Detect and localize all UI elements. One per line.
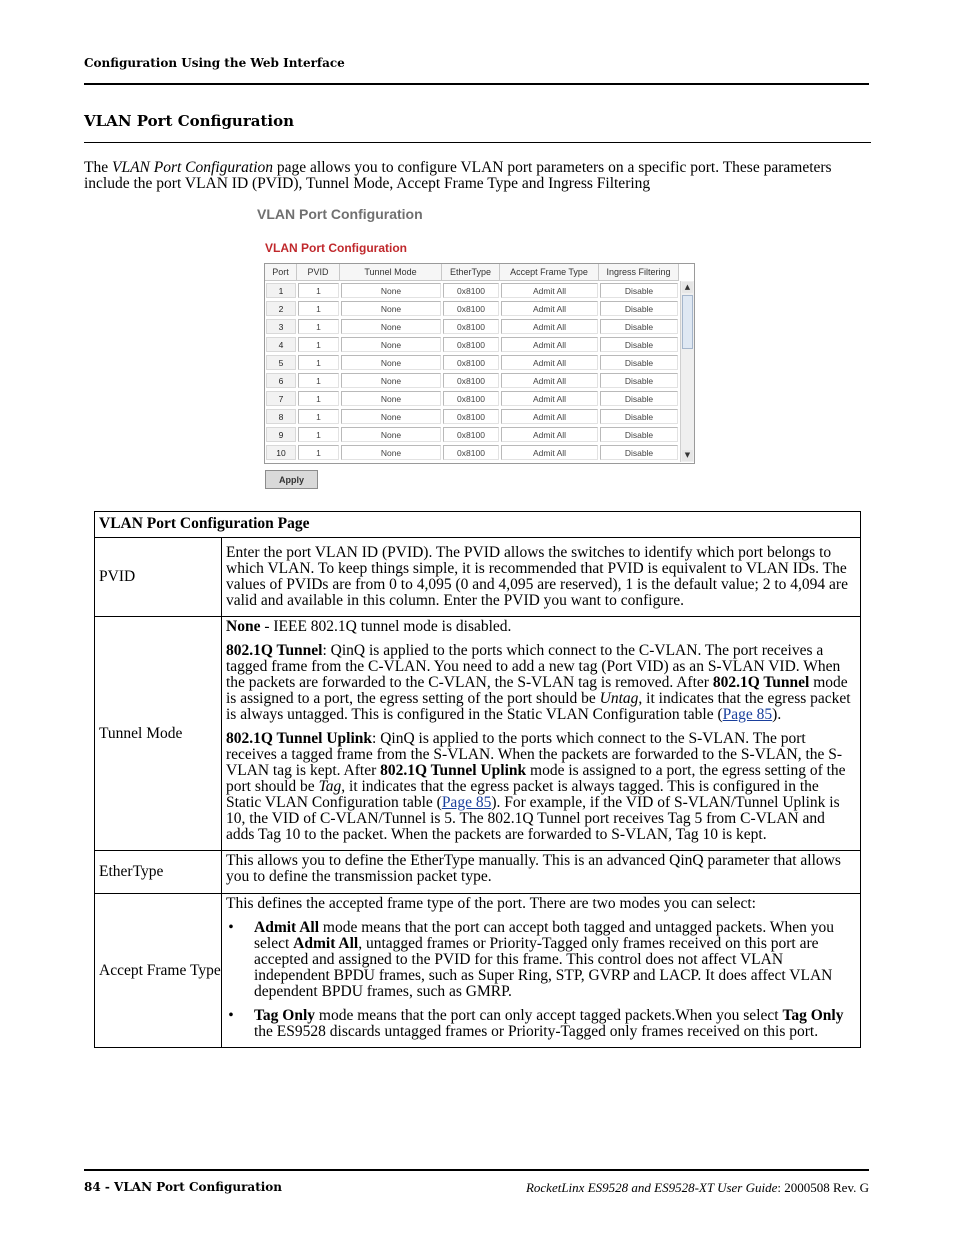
screenshot-page-title: VLAN Port Configuration [257,206,423,222]
screenshot-table-title: VLAN Port Configuration [265,241,407,255]
cell-accept-frame-type[interactable]: Admit All [501,427,598,442]
cell-tunnel-mode[interactable]: None [341,409,441,424]
cell-port: 8 [266,409,296,424]
cell-port: 5 [266,355,296,370]
scroll-thumb[interactable] [682,295,693,349]
cell-port: 10 [266,445,296,460]
table-row [265,389,679,407]
grid-header [265,264,679,281]
col-tunnel-mode: Tunnel Mode [340,264,442,280]
bullet-icon: • [228,919,234,936]
bullet-icon: • [228,1007,234,1024]
tunnel-8021q-paragraph: 802.1Q Tunnel: QinQ is applied to the ports which connect to the C-VLAN. The port receives a tagged frame from the C-VLAN. You need to add a new tag (Port VID) as an S-VLAN VID. When the packets are forwarded to the C-VLAN, the S-VLAN tag is removed. After 802.1Q Tunnel mode is assigned to a port, the egress setting of the port should be Untag, it indicates that the egress packet is always untagged. This is configured in the Static VLAN Configuration table (Page 85). [226,642,851,723]
cell-port: 4 [266,337,296,352]
col-accept-frame-type: Accept Frame Type [500,264,599,280]
footer-doc-title: RocketLinx ES9528 and ES9528-XT User Guide: 2000508 Rev. G [525,1180,869,1195]
col-ethertype: EtherType [442,264,500,280]
cell-port: 2 [266,301,296,316]
cell-accept-frame-type[interactable]: Admit All [501,301,598,316]
list-item: • Admit All mode means that the port can accept both tagged and untagged packets. When you select Admit All, untagged frames or Priority-Tagged only frames received on this port are accepted and assigned to the PVID for this frame. This control does not affect VLAN independent BPDU frames, such as Super Ring, STP, GVRP and LACP. It does affect VLAN dependent BPDU frames, such as GMRP. [254,920,855,1000]
tunnel-none-paragraph: None - IEEE 802.1Q tunnel mode is disabled. [226,618,512,635]
accept-mode-list [226,920,855,1040]
cell-accept-frame-type[interactable]: Admit All [501,337,598,352]
section-title: VLAN Port Configuration [84,112,294,130]
cell-accept-frame-type[interactable]: Admit All [501,283,598,298]
cell-accept-frame-type[interactable]: Admit All [501,355,598,370]
table-row-pvid [95,538,861,617]
cell-pvid[interactable]: 1 [298,445,339,460]
cell-accept-frame-type[interactable]: Admit All [501,445,598,460]
col-port: Port [265,264,297,280]
table-row [265,335,679,353]
scroll-up-arrow-icon[interactable]: ▲ [682,282,693,293]
footer-page-label: 84 - VLAN Port Configuration [84,1180,283,1194]
cell-accept-frame-type[interactable]: Admit All [501,373,598,388]
table-caption: VLAN Port Configuration Page [95,512,861,538]
cell-pvid[interactable]: 1 [298,355,339,370]
intro-page-name: VLAN Port Configuration [111,159,274,176]
cell-pvid[interactable]: 1 [298,301,339,316]
table-row [265,353,679,371]
table-row [265,407,679,425]
cell-ingress-filtering[interactable]: Disable [600,301,678,316]
cell-port: 6 [266,373,296,388]
page-85-link[interactable]: Page 85 [441,794,492,811]
cell-port: 1 [266,283,296,298]
cell-accept-frame-type[interactable]: Admit All [501,319,598,334]
cell-tunnel-mode[interactable]: None [341,445,441,460]
cell-ethertype[interactable]: 0x8100 [443,283,499,298]
table-row-ethertype [95,851,861,894]
apply-button[interactable]: Apply [265,470,318,489]
table-row [265,425,679,443]
cell-tunnel-mode[interactable]: None [341,391,441,406]
cell-ingress-filtering[interactable]: Disable [600,373,678,388]
col-ingress-filtering: Ingress Filtering [599,264,679,280]
table-row-tunnel-mode [95,617,861,851]
cell-ethertype[interactable]: 0x8100 [443,445,499,460]
cell-port: 9 [266,427,296,442]
cell-ingress-filtering[interactable]: Disable [600,409,678,424]
description-table [94,511,861,1048]
cell-ingress-filtering[interactable]: Disable [600,337,678,352]
cell-ethertype[interactable]: 0x8100 [443,373,499,388]
cell-ethertype[interactable]: 0x8100 [443,301,499,316]
cell-ethertype[interactable]: 0x8100 [443,427,499,442]
cell-pvid[interactable]: 1 [298,391,339,406]
cell-tunnel-mode[interactable]: None [341,373,441,388]
def-pvid: Enter the port VLAN ID (PVID). The PVID allows the switches to identify which port belongs to which VLAN. To keep things simple, it is recommended that PVID is equivalent to VLAN IDs. The values of PVIDs are from 0 to 4,095 (0 and 4,095 are reserved), 1 is the default value; 2 to 4,094 are valid and available in this column. Enter the PVID you want to configure. [222,538,861,617]
cell-port: 7 [266,391,296,406]
accept-intro: This defines the accepted frame type of the port. There are two modes you can select: [226,895,756,912]
col-pvid: PVID [297,264,340,280]
table-row [265,317,679,335]
cell-tunnel-mode[interactable]: None [341,427,441,442]
table-row [265,371,679,389]
table-row [265,299,679,317]
cell-pvid[interactable]: 1 [298,337,339,352]
cell-ethertype[interactable]: 0x8100 [443,337,499,352]
table-row [265,281,679,299]
tunnel-uplink-paragraph: 802.1Q Tunnel Uplink: QinQ is applied to the ports which connect to the S-VLAN. The port receives a tagged frame from the S-VLAN. When the packets are forwarded to the S-VLAN, the S-VLAN tag is kept. After 802.1Q Tunnel Uplink mode is assigned to a port, the egress setting of the port should be Tag, it indicates that the egress packet is always tagged. This is configured in the Static VLAN Configuration table (Page 85). For example, if the VID of S-VLAN/Tunnel Uplink is 10, the VID of C-VLAN/Tunnel is 5. The 802.1Q Tunnel port receives Tag 5 from C-VLAN and adds Tag 10 to the packet. When the packets are forwarded to S-VLAN, Tag 10 is kept. [226,730,846,843]
cell-ethertype[interactable]: 0x8100 [443,409,499,424]
cell-accept-frame-type[interactable]: Admit All [501,409,598,424]
scroll-down-arrow-icon[interactable]: ▼ [682,450,693,461]
page-85-link[interactable]: Page 85 [722,706,773,723]
cell-pvid[interactable]: 1 [298,319,339,334]
grid-scrollbar[interactable] [680,281,694,462]
cell-ingress-filtering[interactable]: Disable [600,355,678,370]
cell-ingress-filtering[interactable]: Disable [600,445,678,460]
list-item: • Tag Only mode means that the port can only accept tagged packets.When you select Tag Only the ES9528 discards untagged frames or Priority-Tagged only frames received on this port. [254,1008,855,1040]
intro-paragraph: The VLAN Port Configuration page allows you to configure VLAN port parameters on a specific port. These parameters include the port VLAN ID (PVID), Tunnel Mode, Accept Frame Type and Ingress Filtering [84,159,832,192]
section-rule [84,142,871,143]
term-pvid: PVID [95,538,222,617]
cell-ingress-filtering[interactable]: Disable [600,391,678,406]
cell-pvid[interactable]: 1 [298,409,339,424]
cell-ethertype[interactable]: 0x8100 [443,319,499,334]
cell-ingress-filtering[interactable]: Disable [600,319,678,334]
def-ethertype: This allows you to define the EtherType manually. This is an advanced QinQ parameter that allows you to define the transmission packet type. [222,851,861,894]
cell-ingress-filtering[interactable]: Disable [600,283,678,298]
table-row [265,443,679,461]
term-tunnel-mode: Tunnel Mode [95,617,222,851]
vlan-port-grid [264,263,695,464]
cell-tunnel-mode[interactable]: None [341,337,441,352]
cell-tunnel-mode[interactable]: None [341,319,441,334]
cell-tunnel-mode[interactable]: None [341,355,441,370]
term-ethertype: EtherType [95,851,222,894]
table-row-accept-frame-type [95,894,861,1048]
term-accept-frame-type: Accept Frame Type [95,894,222,1048]
def-accept-frame-type [222,894,861,1048]
cell-tunnel-mode[interactable]: None [341,301,441,316]
header-rule [84,83,869,85]
footer-rule [84,1169,869,1171]
cell-ethertype[interactable]: 0x8100 [443,391,499,406]
running-head: Configuration Using the Web Interface [84,56,345,70]
cell-pvid[interactable]: 1 [298,427,339,442]
cell-ethertype[interactable]: 0x8100 [443,355,499,370]
def-tunnel-mode [222,617,861,851]
cell-pvid[interactable]: 1 [298,283,339,298]
cell-pvid[interactable]: 1 [298,373,339,388]
cell-port: 3 [266,319,296,334]
cell-ingress-filtering[interactable]: Disable [600,427,678,442]
cell-tunnel-mode[interactable]: None [341,283,441,298]
cell-accept-frame-type[interactable]: Admit All [501,391,598,406]
